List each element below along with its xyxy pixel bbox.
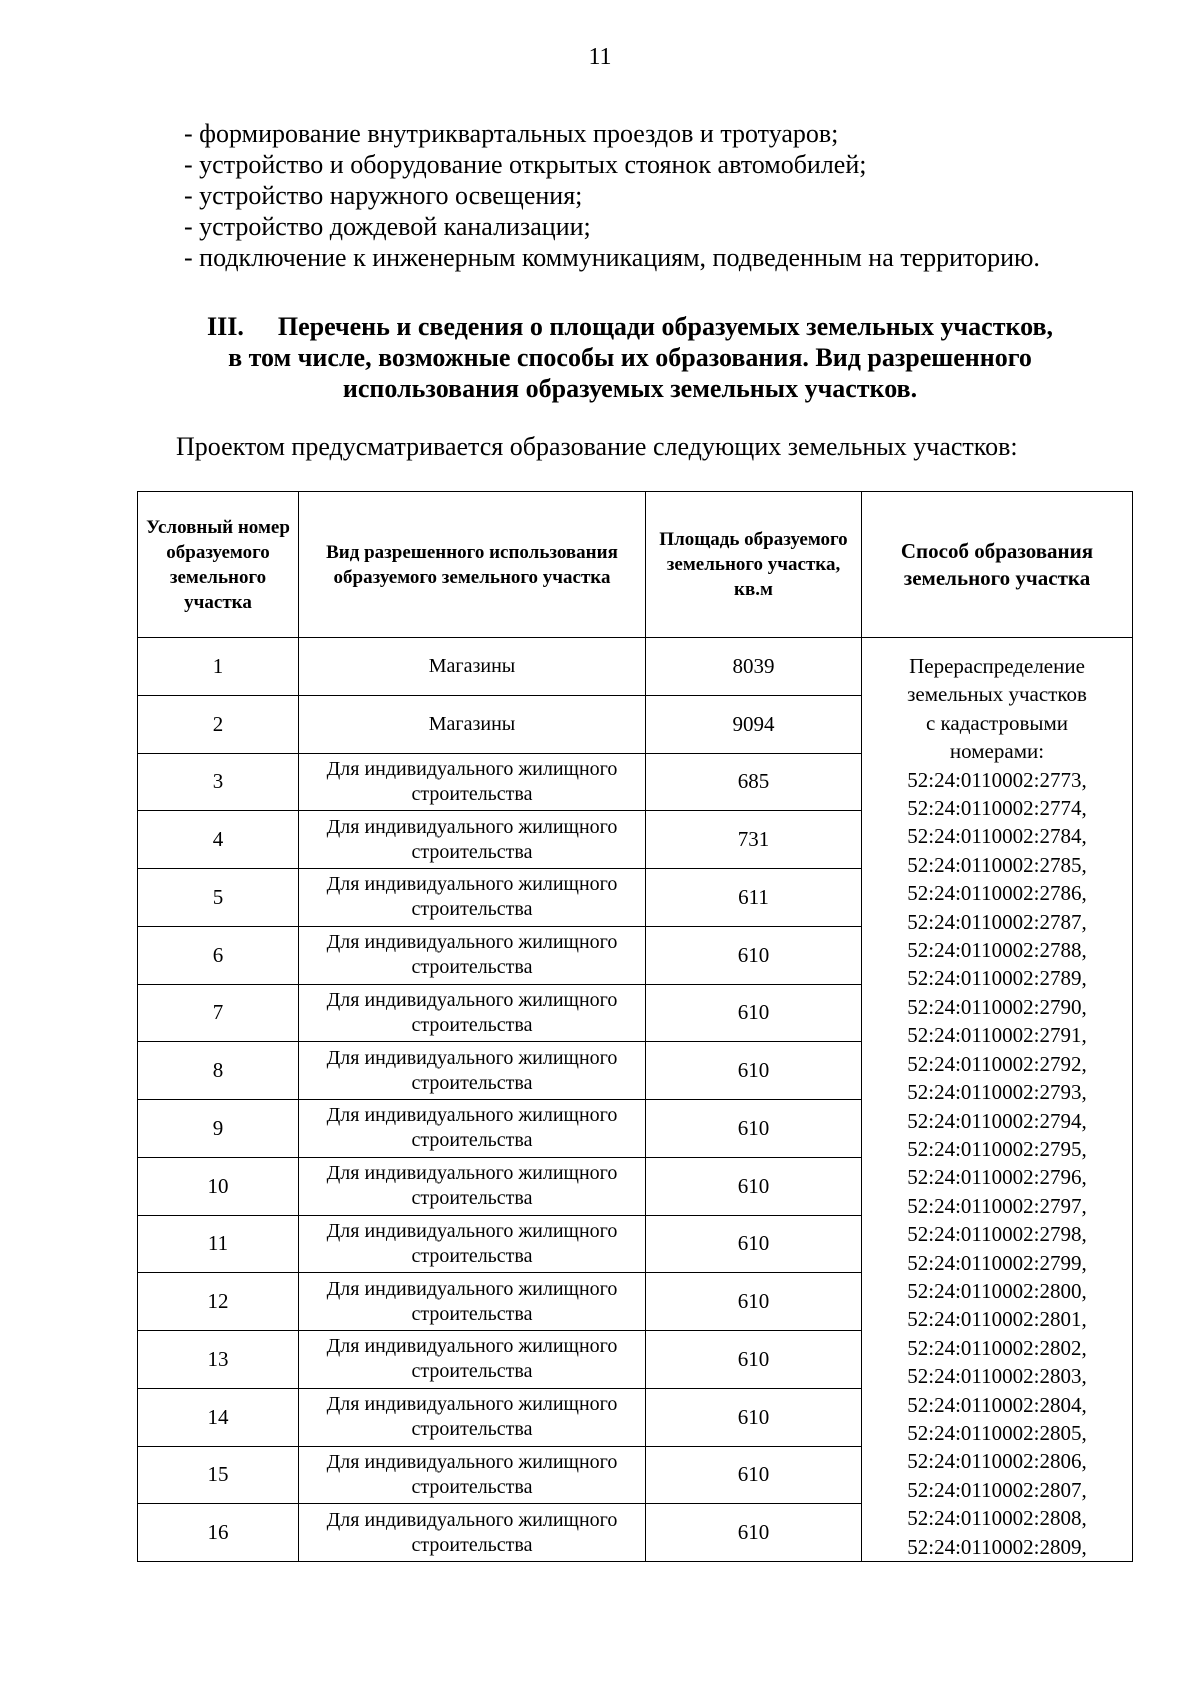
table-body — [138, 638, 1133, 1562]
method-line: 52:24:0110002:2787, — [907, 909, 1087, 934]
cell-area: 610 — [646, 1388, 862, 1446]
section-title-line-1: Перечень и сведения о площади образуемых земельных участков, — [277, 312, 1053, 341]
header-number: Условный номер образуемого земельного участка — [138, 492, 299, 638]
method-line: 52:24:0110002:2795, — [907, 1136, 1087, 1161]
cell-area: 610 — [646, 1273, 862, 1331]
method-line: 52:24:0110002:2801, — [907, 1307, 1087, 1332]
cell-number: 12 — [138, 1273, 299, 1331]
method-line: 52:24:0110002:2797, — [907, 1193, 1087, 1218]
section-number: III. — [206, 312, 244, 341]
header-usage: Вид разрешенного использования образуемого земельного участка — [299, 492, 646, 638]
cell-area: 8039 — [646, 638, 862, 696]
cell-number: 9 — [138, 1100, 299, 1158]
cell-number: 6 — [138, 926, 299, 984]
method-line: 52:24:0110002:2800, — [907, 1278, 1087, 1303]
method-line: 52:24:0110002:2799, — [907, 1250, 1087, 1275]
method-line: 52:24:0110002:2789, — [907, 966, 1087, 991]
bullet-item: - устройство и оборудование открытых стоянок автомобилей; — [184, 150, 867, 179]
cell-number: 1 — [138, 638, 299, 696]
cell-area: 610 — [646, 926, 862, 984]
table-header-row — [138, 492, 1133, 638]
cell-number: 7 — [138, 984, 299, 1042]
cell-area: 610 — [646, 1446, 862, 1504]
method-line: номерами: — [949, 739, 1045, 764]
cell-usage: Для индивидуального жилищного строительства — [299, 926, 646, 984]
cell-usage: Для индивидуального жилищного строительства — [299, 1157, 646, 1215]
method-line: 52:24:0110002:2794, — [907, 1108, 1087, 1133]
method-line: Перераспределение — [909, 654, 1085, 678]
cell-usage: Для индивидуального жилищного строительства — [299, 1388, 646, 1446]
cell-area: 610 — [646, 1157, 862, 1215]
header-area: Площадь образуемого земельного участка, кв.м — [646, 492, 862, 638]
land-plots-table — [137, 491, 1133, 1562]
page-number: 11 — [588, 44, 612, 70]
method-line: с кадастровыми — [925, 710, 1069, 735]
method-line: 52:24:0110002:2786, — [907, 881, 1087, 906]
method-line: 52:24:0110002:2793, — [907, 1080, 1087, 1105]
cell-area: 731 — [646, 811, 862, 869]
cell-number: 4 — [138, 811, 299, 869]
cell-number: 8 — [138, 1042, 299, 1100]
method-line: 52:24:0110002:2803, — [907, 1364, 1087, 1389]
cell-number: 11 — [138, 1215, 299, 1273]
cell-number: 14 — [138, 1388, 299, 1446]
cell-number: 15 — [138, 1446, 299, 1504]
method-line: 52:24:0110002:2807, — [907, 1477, 1087, 1502]
cell-usage: Для индивидуального жилищного строительства — [299, 1504, 646, 1562]
cell-usage: Для индивидуального жилищного строительства — [299, 1273, 646, 1331]
cell-usage: Для индивидуального жилищного строительства — [299, 1331, 646, 1389]
cell-area: 610 — [646, 1215, 862, 1273]
intro-paragraph: Проектом предусматривается образование следующих земельных участков: — [176, 432, 1018, 461]
bullet-item: - устройство наружного освещения; — [184, 181, 583, 210]
method-line: 52:24:0110002:2774, — [907, 796, 1087, 821]
section-heading-line-1 — [130, 311, 1130, 342]
cell-usage: Для индивидуального жилищного строительства — [299, 1100, 646, 1158]
method-line: 52:24:0110002:2785, — [907, 852, 1087, 877]
method-line: 52:24:0110002:2792, — [907, 1051, 1087, 1076]
method-line: 52:24:0110002:2805, — [907, 1420, 1087, 1445]
bullet-item: - подключение к инженерным коммуникациям, подведенным на территорию. — [184, 243, 1040, 272]
cell-usage: Для индивидуального жилищного строительства — [299, 984, 646, 1042]
cell-area: 9094 — [646, 695, 862, 753]
method-line: 52:24:0110002:2790, — [907, 994, 1087, 1019]
method-line: земельных участков — [907, 682, 1087, 707]
cell-area: 610 — [646, 1042, 862, 1100]
bullet-item: - формирование внутриквартальных проездов и тротуаров; — [184, 119, 839, 148]
method-line: 52:24:0110002:2802, — [907, 1335, 1087, 1360]
cell-usage: Для индивидуального жилищного строительства — [299, 1215, 646, 1273]
method-line: 52:24:0110002:2773, — [907, 767, 1087, 792]
method-line: 52:24:0110002:2788, — [907, 938, 1087, 963]
cell-number: 3 — [138, 753, 299, 811]
cell-number: 16 — [138, 1504, 299, 1562]
method-line: 52:24:0110002:2806, — [907, 1449, 1087, 1474]
cell-number: 2 — [138, 695, 299, 753]
table-row — [138, 638, 1133, 696]
section-title-line-2: в том числе, возможные способы их образования. Вид разрешенного — [228, 343, 1032, 372]
cell-number: 10 — [138, 1157, 299, 1215]
cell-method — [862, 638, 1133, 1562]
cell-usage: Для индивидуального жилищного строительства — [299, 753, 646, 811]
cell-number: 5 — [138, 869, 299, 927]
section-heading — [130, 311, 1130, 404]
cell-usage: Для индивидуального жилищного строительства — [299, 811, 646, 869]
cell-usage: Магазины — [299, 695, 646, 753]
cell-area: 610 — [646, 1331, 862, 1389]
method-line: 52:24:0110002:2796, — [907, 1165, 1087, 1190]
section-title-line-3: использования образуемых земельных участков. — [342, 374, 918, 403]
method-line: 52:24:0110002:2798, — [907, 1222, 1087, 1247]
bullet-item: - устройство дождевой канализации; — [184, 212, 591, 241]
cell-number: 13 — [138, 1331, 299, 1389]
method-line: 52:24:0110002:2804, — [907, 1392, 1087, 1417]
bullet-list — [184, 118, 1144, 273]
method-line: 52:24:0110002:2809, — [907, 1534, 1087, 1559]
cell-usage: Для индивидуального жилищного строительства — [299, 1446, 646, 1504]
cell-usage: Для индивидуального жилищного строительства — [299, 1042, 646, 1100]
cell-area: 610 — [646, 1100, 862, 1158]
cell-usage: Для индивидуального жилищного строительства — [299, 869, 646, 927]
cell-usage: Магазины — [299, 638, 646, 696]
header-method: Способ образования земельного участка — [862, 492, 1133, 638]
method-line: 52:24:0110002:2784, — [907, 824, 1087, 849]
cell-area: 610 — [646, 984, 862, 1042]
cell-area: 685 — [646, 753, 862, 811]
method-line: 52:24:0110002:2791, — [907, 1023, 1087, 1048]
method-line: 52:24:0110002:2808, — [907, 1506, 1087, 1531]
cell-area: 611 — [646, 869, 862, 927]
cell-area: 610 — [646, 1504, 862, 1562]
